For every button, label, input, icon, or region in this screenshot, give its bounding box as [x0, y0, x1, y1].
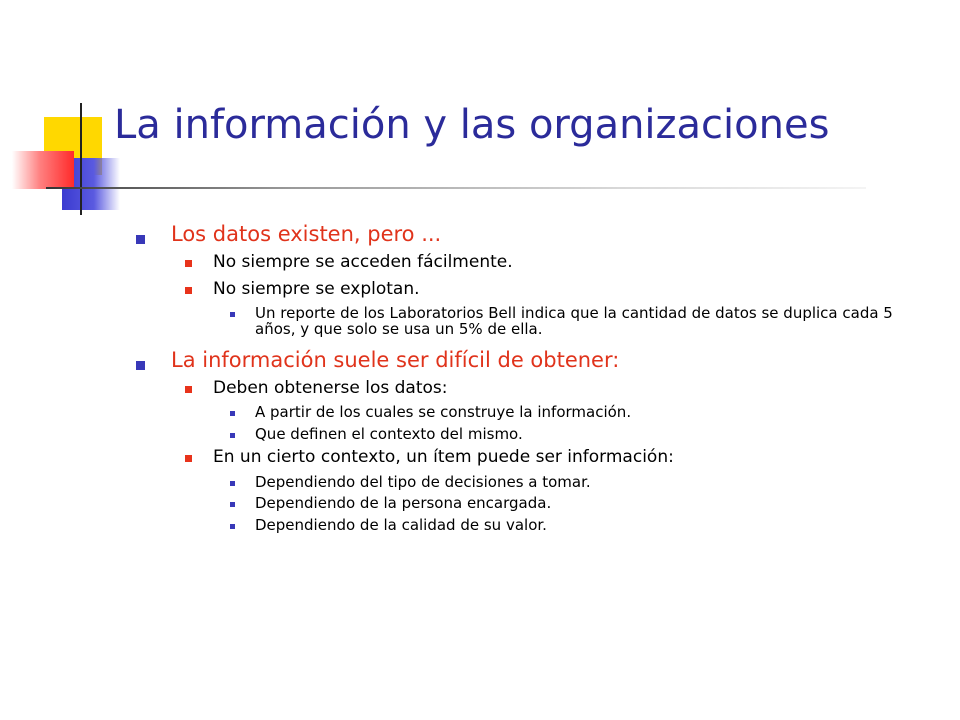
- bullet-level3: [0, 517, 935, 534]
- bullet-marker-icon: [230, 502, 235, 507]
- bullet-text: En un cierto contexto, un ítem puede ser información:: [213, 447, 674, 468]
- decor-vertical-line: [80, 103, 82, 215]
- bullet-level2: [0, 378, 960, 399]
- bullet-marker-icon: [230, 312, 235, 317]
- bullet-text: Los datos existen, pero ...: [171, 222, 442, 246]
- bullet-level2: [0, 252, 960, 273]
- bullet-text: No siempre se acceden fácilmente.: [213, 252, 513, 273]
- bullet-level3: [0, 495, 935, 512]
- bullet-level3: [0, 474, 935, 491]
- bullet-level2: [0, 447, 960, 468]
- decor-red-square: [12, 151, 74, 189]
- bullet-marker-icon: [185, 455, 192, 462]
- bullet-marker-icon: [230, 481, 235, 486]
- bullet-marker-icon: [230, 524, 235, 529]
- bullet-marker-icon: [230, 433, 235, 438]
- bullet-list: [0, 217, 960, 533]
- bullet-text: Dependiendo del tipo de decisiones a tomar.: [255, 472, 591, 491]
- bullet-text: Un reporte de los Laboratorios Bell indica que la cantidad de datos se duplica cada 5 años, y que solo se usa un 5% de ella.: [255, 303, 893, 339]
- bullet-text: Dependiendo de la calidad de su valor.: [255, 515, 547, 534]
- title-underline: [46, 187, 866, 189]
- bullet-text: A partir de los cuales se construye la información.: [255, 403, 632, 422]
- bullet-level1: [0, 347, 960, 373]
- bullet-marker-icon: [136, 361, 145, 370]
- bullet-marker-icon: [185, 260, 192, 267]
- slide-title: La información y las organizaciones: [114, 102, 830, 148]
- bullet-level3: [0, 305, 935, 338]
- bullet-marker-icon: [136, 235, 145, 244]
- bullet-marker-icon: [230, 411, 235, 416]
- bullet-marker-icon: [185, 287, 192, 294]
- bullet-marker-icon: [185, 386, 192, 393]
- bullet-text: Deben obtenerse los datos:: [213, 378, 448, 398]
- bullet-text: No siempre se explotan.: [213, 278, 420, 299]
- bullet-text: Que definen el contexto del mismo.: [255, 424, 523, 443]
- bullet-level3: [0, 404, 935, 421]
- bullet-level1: [0, 221, 960, 247]
- bullet-text: Dependiendo de la persona encargada.: [255, 494, 552, 512]
- bullet-level3: [0, 426, 935, 443]
- bullet-level2: [0, 279, 960, 300]
- bullet-text: La información suele ser difícil de obtener:: [171, 347, 620, 372]
